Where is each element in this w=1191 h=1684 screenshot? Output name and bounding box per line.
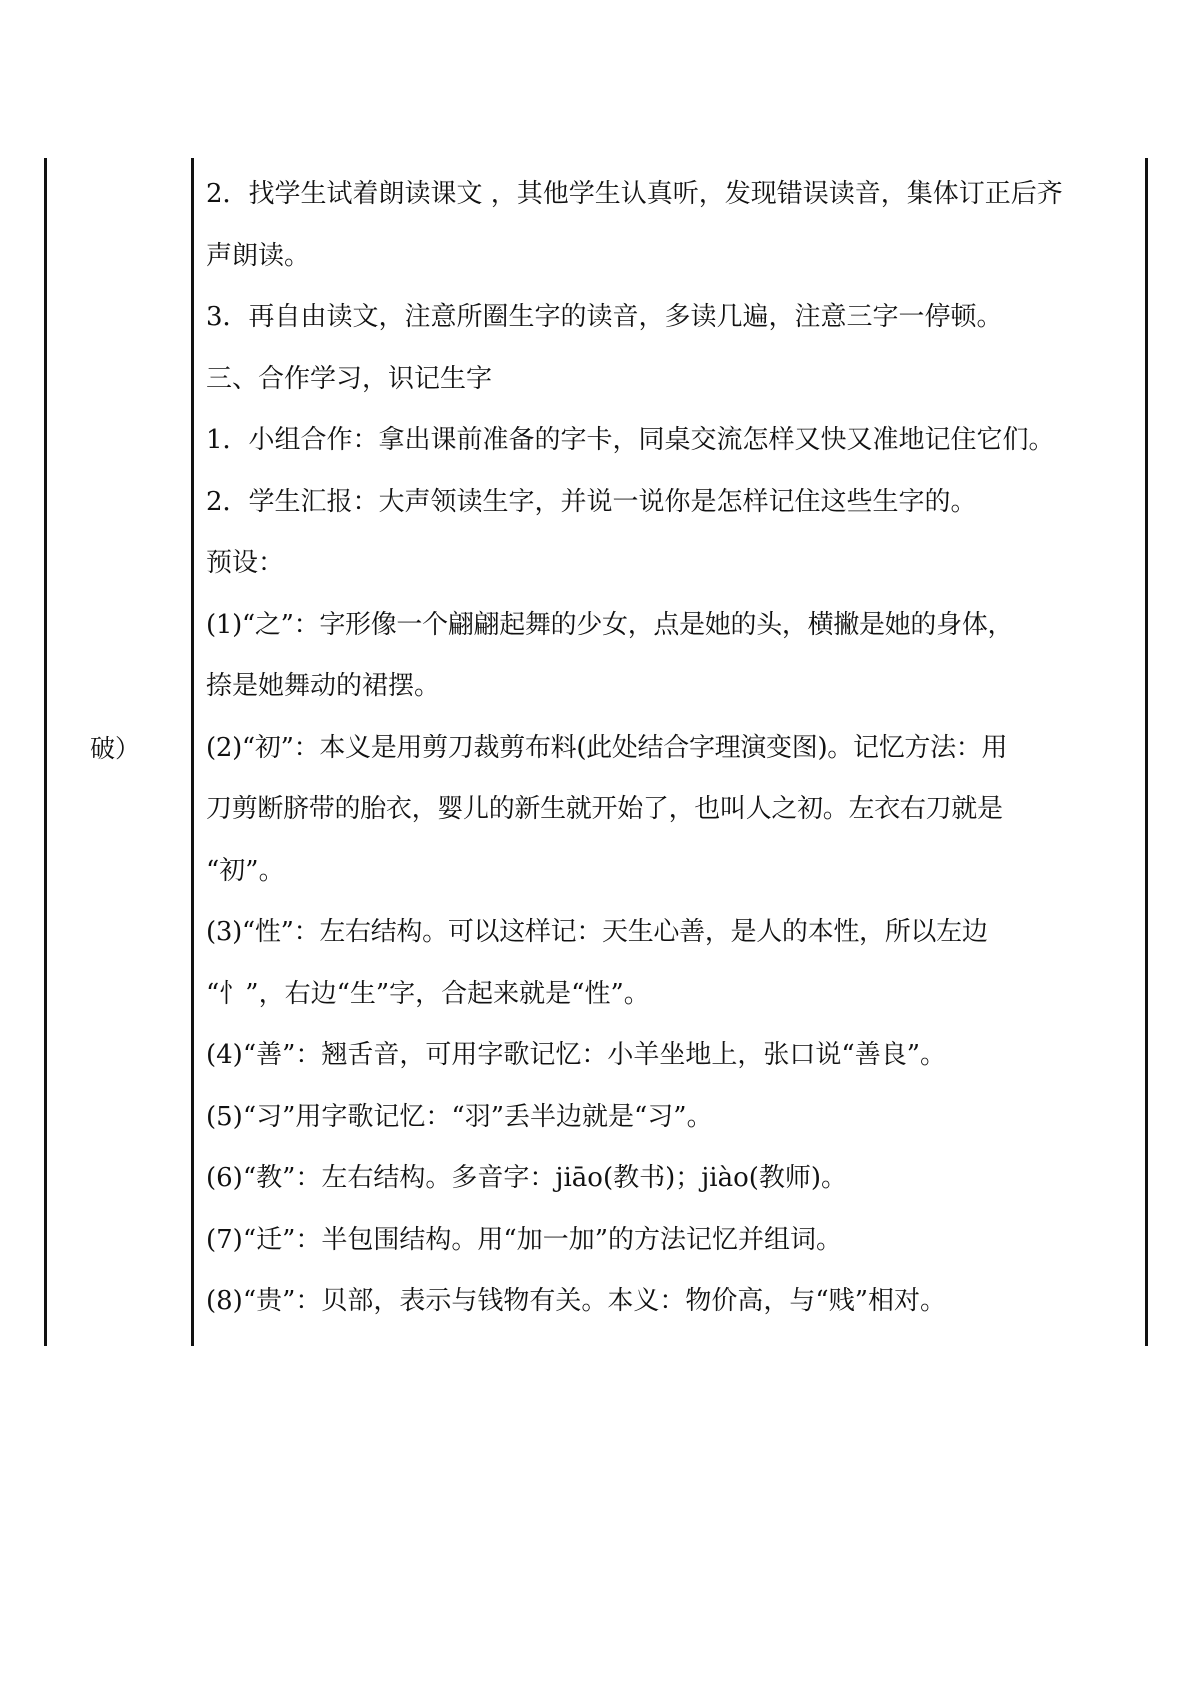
right-cell-content — [206, 168, 1142, 1337]
text-line: “初”。 — [206, 855, 285, 886]
text-line: (4)“善”：翘舌音，可用字歌记忆：小羊坐地上，张口说“善良”。 — [206, 1040, 946, 1070]
text-line: 刀剪断脐带的胎衣，婴儿的新生就开始了，也叫人之初。左衣右刀就是 — [206, 794, 1003, 824]
text-line: (1)“之”：字形像一个翩翩起舞的少女，点是她的头，横撇是她的身体， — [206, 609, 1014, 640]
table-column-divider — [191, 158, 194, 1346]
text-line: 2．找学生试着朗读课文 ，其他学生认真听，发现错误读音，集体订正后齐 — [206, 179, 1063, 209]
text-line: “忄”，右边“生”字，合起来就是“性”。 — [206, 978, 650, 1009]
text-line: 1．小组合作：拿出课前准备的字卡，同桌交流怎样又快又准地记住它们。 — [206, 425, 1055, 455]
text-line: 2．学生汇报：大声领读生字，并说一说你是怎样记住这些生字的。 — [206, 486, 977, 517]
section-heading: 三、合作学习，识记生字 — [206, 363, 493, 394]
text-line: 捺是她舞动的裙摆。 — [206, 671, 441, 701]
text-line: 声朗读。 — [206, 240, 311, 271]
text-line: 预设： — [206, 548, 285, 578]
left-cell-label: 破） — [90, 734, 141, 763]
text-line: (2)“初”：本义是用剪刀裁剪布料(此处结合字理演变图)。记忆方法：用 — [206, 732, 1008, 763]
text-line: (8)“贵”：贝部，表示与钱物有关。本义：物价高，与“贱”相对。 — [206, 1286, 946, 1316]
table-right-border — [1145, 158, 1148, 1346]
text-line: (3)“性”：左右结构。可以这样记：天生心善，是人的本性，所以左边 — [206, 917, 988, 947]
text-line: (7)“迁”：半包围结构。用“加一加”的方法记忆并组词。 — [206, 1224, 842, 1255]
text-line: 3．再自由读文，注意所圈生字的读音，多读几遍，注意三字一停顿。 — [206, 302, 1003, 332]
table-left-border — [44, 158, 47, 1346]
text-line: (6)“教”：左右结构。多音字：jiāo(教书)；jiào(教师)。 — [206, 1163, 848, 1193]
text-line: (5)“习”用字歌记忆：“羽”丢半边就是“习”。 — [206, 1101, 713, 1132]
